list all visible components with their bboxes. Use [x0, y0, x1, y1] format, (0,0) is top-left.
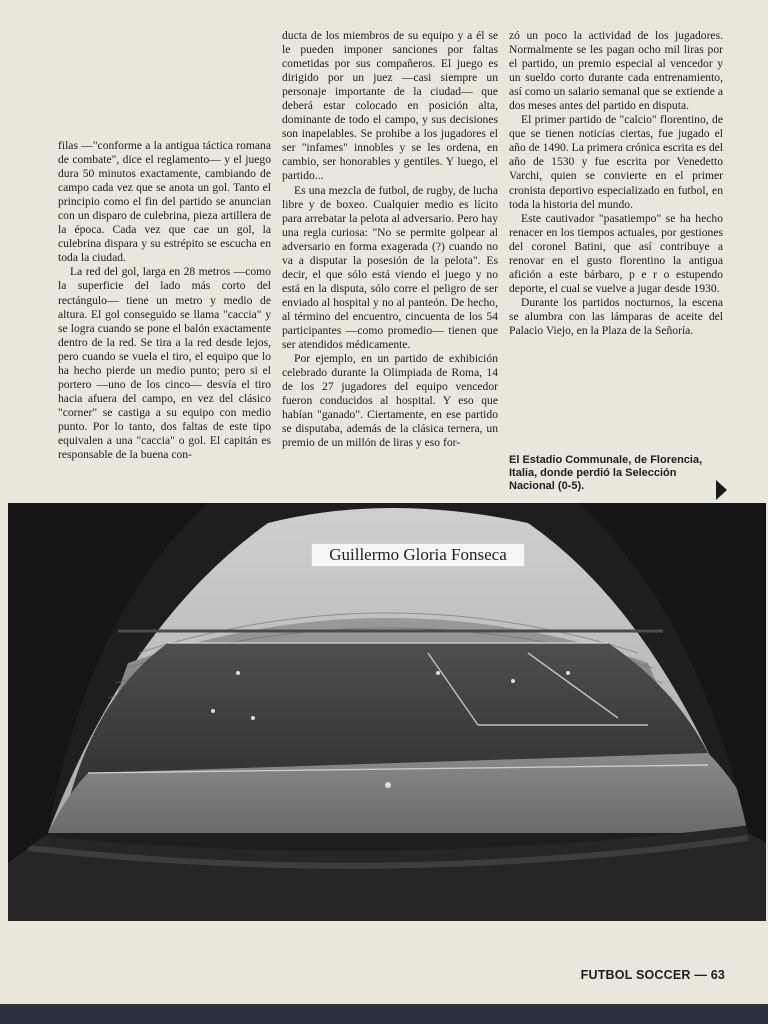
- background-surface: [0, 1004, 768, 1024]
- paragraph: zó un poco la actividad de los jugadores. Normalmente se les pagan ocho mil liras por el partido, un premio especial al vencedor y un sueldo corto durante cada entrenamiento, así como un salario semanal que se extiende a dos meses antes del partido en disputa.: [509, 29, 723, 113]
- paragraph: ducta de los miembros de su equipo y a él se le pueden imponer sanciones por faltas cometidas por sus compañeros. El juego es dirigido por un juez —casi siempre un personaje importante de la ciudad— que deberá estar colocado en posición alta, dominante de todo el campo, y sus decisiones son inapelables. Se prohibe a los jugadores el ser "infames" innobles y se les ordena, en cambio, ser honorables y gentiles. Y luego, el partido...: [282, 29, 498, 183]
- paragraph: Es una mezcla de futbol, de rugby, de lucha libre y de boxeo. Cualquier medio es lícito para arrebatar la pelota al adversario. Pero hay una regla curiosa: "No se permite golpear al adversario en forma exagerada (?) cuando no va a disputar la posesión de la pelota". Es decir, el que sólo está viendo el juego y no está en la disputa, sólo corre el peligro de ser enviado al hospital y no al panteón. De hecho, al término del encuentro, cincuenta de los 54 participantes —como promedio— tienen que ser atendidos médicamente.: [282, 183, 498, 352]
- paragraph: Este cautivador "pasatiempo" se ha hecho renacer en los tiempos actuales, por gestiones del coronel Batini, que así contribuye a renovar en el gusto florentino la antigua afición a este bárbaro, p e r o estupendo deporte, el cual se vuelve a jugar desde 1930.: [509, 211, 723, 295]
- article-column-2: [282, 29, 498, 450]
- article-column-1: [58, 139, 271, 462]
- photographer-credit: Guillermo Gloria Fonseca: [311, 543, 525, 567]
- page-footer: FUTBOL SOCCER — 63: [580, 968, 725, 982]
- paragraph: El primer partido de "calcio" florentino, de que se tienen noticias ciertas, fue jugado el año de 1490. La primera crónica escrita es del año de 1530 y fue escrita por Venedetto Varchi, quien se convierte en el primer cronista deportivo especializado en futbol, en toda la historia del mundo.: [509, 113, 723, 211]
- paragraph: La red del gol, larga en 28 metros —como la superficie del lado más corto del rectángulo— tiene un metro y medio de altura. El gol conseguido se llama "caccia" y se logra cuando se pone el balón exactamente dentro de la red. Se tira a la red desde lejos, pero cuando se vuela el tiro, el equipo que lo ha hecho pierde un medio punto; pero si el portero —uno de los cinco— desvía el tiro hacia afuera del campo, en vez del clásico "corner" se castiga a su equipo con medio punto. Por lo tanto, dos faltas de este tipo equivalen a una "caccia" o gol. El capitán es responsable de la buena con-: [58, 265, 271, 462]
- arrow-right-icon: [716, 480, 727, 500]
- photo-caption: El Estadio Communale, de Florencia, Italia, donde perdió la Selección Nacional (0-5).: [509, 454, 703, 493]
- paragraph: Durante los partidos nocturnos, la escena se alumbra con las lámparas de aceite del Palacio Viejo, en la Plaza de la Señoría.: [509, 295, 723, 337]
- article-column-3: [509, 29, 723, 338]
- paragraph: Por ejemplo, en un partido de exhibición celebrado durante la Olimpiada de Roma, 14 de los 27 jugadores del equipo vencedor fueron conducidos al hospital. Y eso que habían "ganado". Ciertamente, en ese partido se disputaba, además de la clásica ternera, un premio de un millón de liras y eso for-: [282, 352, 498, 450]
- paragraph: filas —"conforme a la antigua táctica romana de combate", dice el reglamento— y el juego dura 50 minutos exactamente, cambiando de campo cada vez que se anota un gol. Tanto el principio como el fin del partido se anuncian con un disparo de culebrina, pieza artillera de la época. Cada vez que cae un gol, la culebrina dispara y su estrépito se escucha en toda la ciudad.: [58, 139, 271, 265]
